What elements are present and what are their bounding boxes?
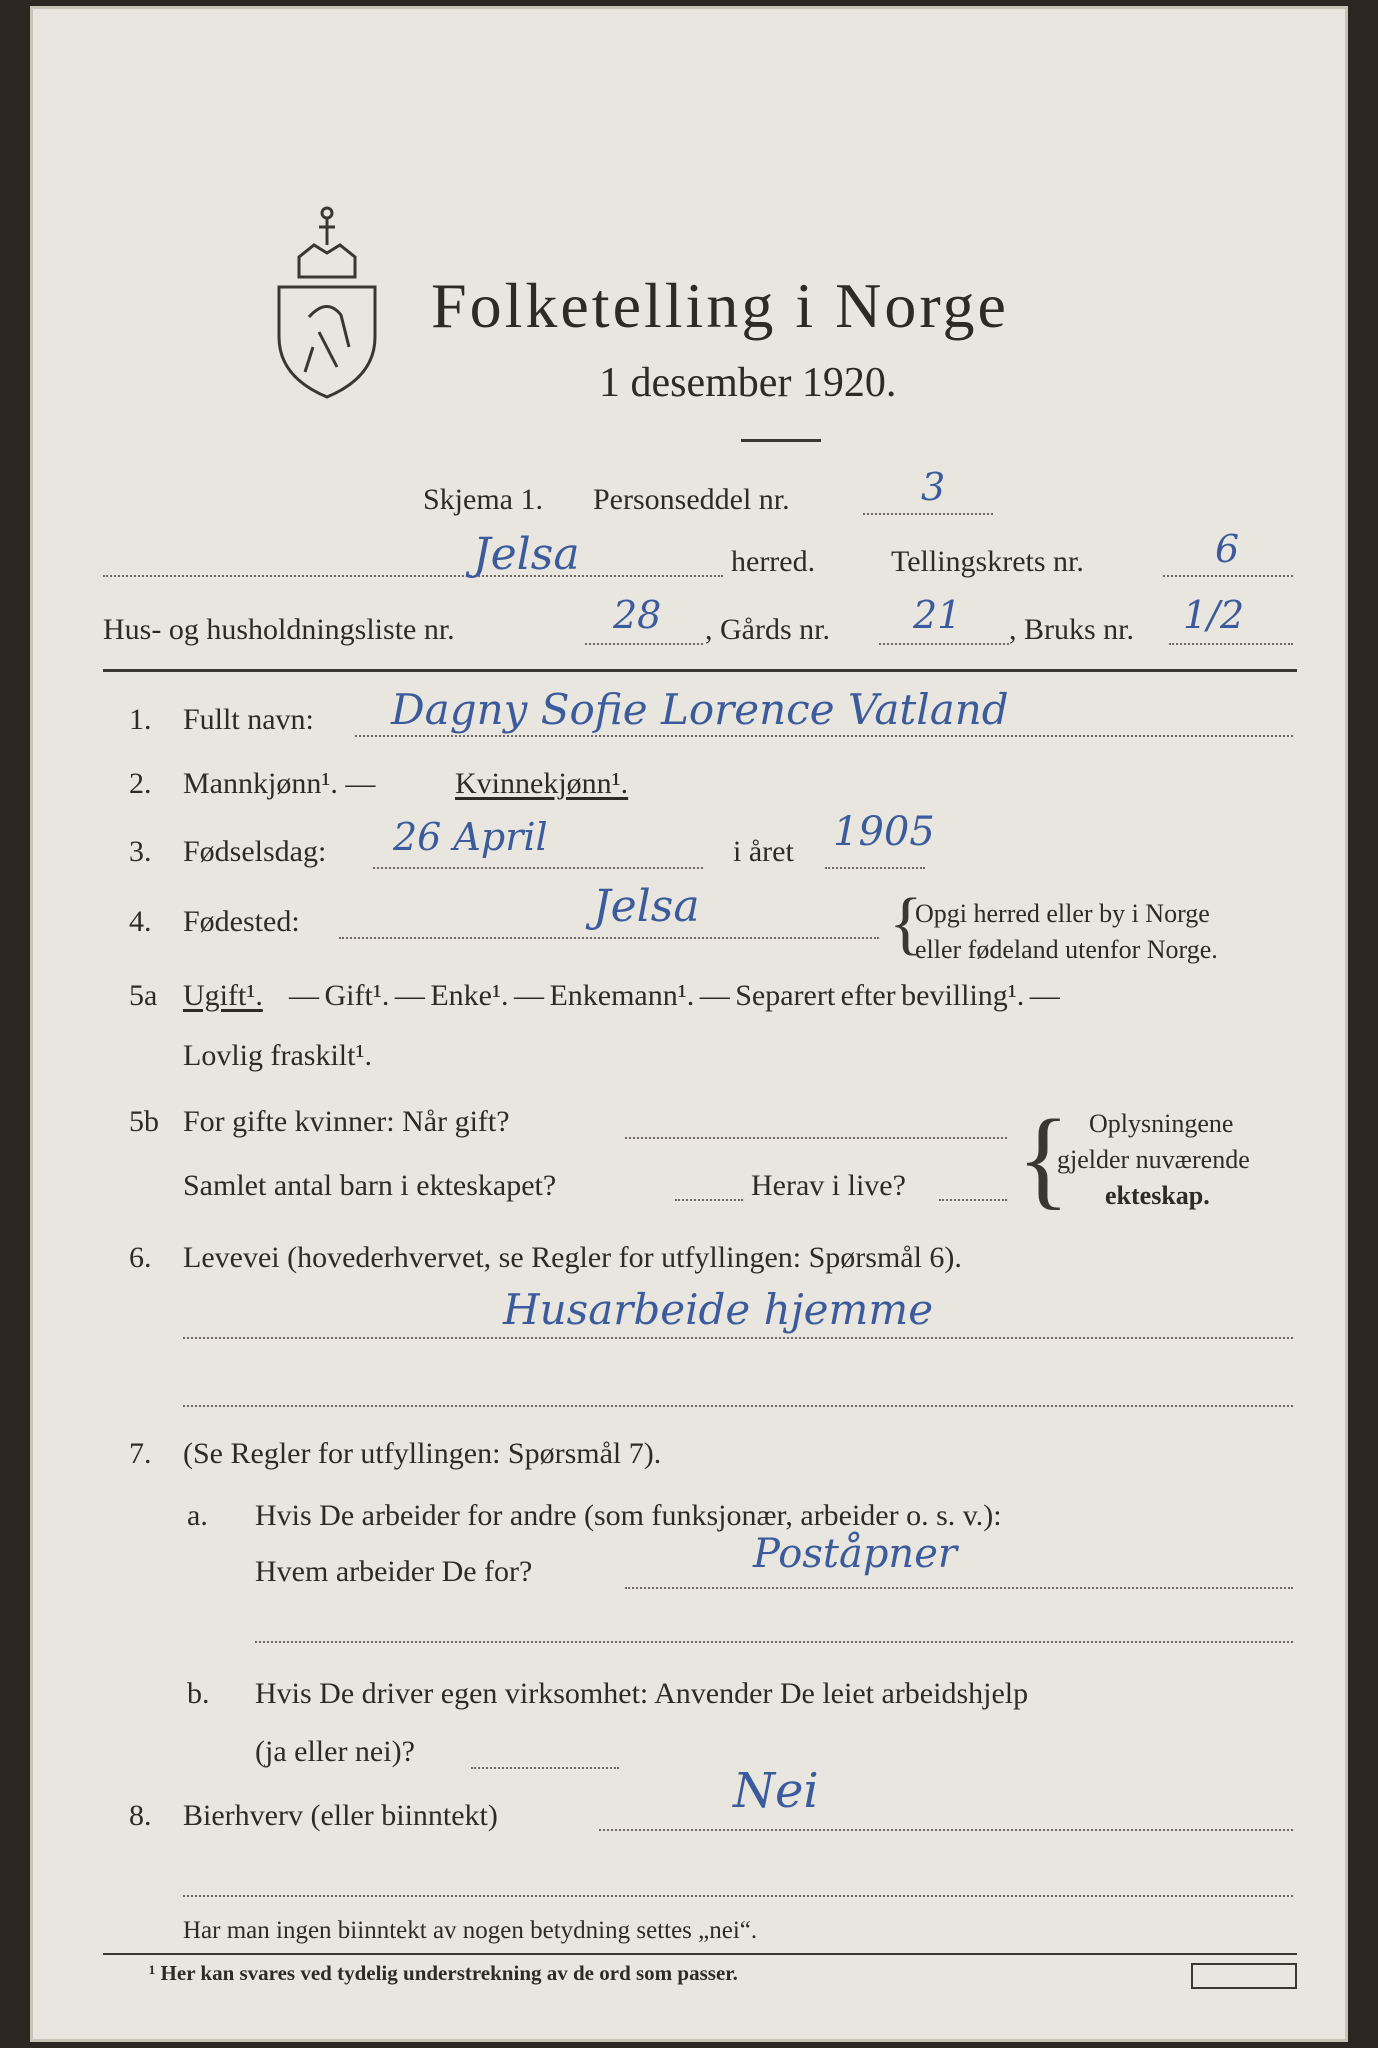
birth-year-field[interactable] [825, 867, 925, 869]
marital-options[interactable]: — Gift¹. — Enke¹. — Enkemann¹. — Separert efter bevilling¹. — [289, 979, 1060, 1012]
unmarried-option[interactable]: Ugift¹. [183, 979, 263, 1012]
married-when-label: For gifte kvinner: Når gift? [183, 1105, 510, 1138]
q5a-number: 5a [129, 979, 158, 1012]
header-separator [103, 669, 1297, 672]
side-income-field-1[interactable] [599, 1829, 1293, 1831]
q7-label: (Se Regler for utfyllingen: Spørsmål 7). [183, 1437, 662, 1470]
employer-label: Hvem arbeider De for? [255, 1555, 533, 1588]
q7a-label: Hvis De arbeider for andre (som funksjonær, arbeider o. s. v.): [255, 1499, 1002, 1532]
birthplace-note-brace: { [889, 885, 923, 962]
birth-year-label: i året [733, 835, 794, 868]
q8-label: Bierhverv (eller biinntekt) [183, 1799, 498, 1832]
employer-field-1[interactable] [625, 1587, 1293, 1589]
hired-help-label: (ja eller nei)? [255, 1735, 415, 1768]
herred-field[interactable] [103, 575, 723, 577]
q4-label: Fødested: [183, 905, 300, 938]
bruks-field[interactable] [1169, 643, 1293, 645]
birthplace-value: Jelsa [593, 881, 700, 932]
herred-label: herred. [731, 545, 816, 578]
birthplace-note-1: Opgi herred eller by i Norge [915, 899, 1210, 928]
gards-label: , Gårds nr. [705, 613, 830, 646]
q6-number: 6. [129, 1241, 152, 1274]
footnote-divider [103, 1953, 1297, 1955]
q2-number: 2. [129, 767, 152, 800]
occupation-field-2[interactable] [183, 1405, 1293, 1407]
side-income-note: Har man ingen biinntekt av nogen betydning settes „nei“. [183, 1917, 758, 1944]
personseddel-value: 3 [921, 465, 946, 509]
q3-number: 3. [129, 835, 152, 868]
marriage-note-1: Oplysningene [1089, 1109, 1234, 1138]
side-income-value: Nei [733, 1763, 819, 1819]
footnote: ¹ Her kan svares ved tydelig understrekning av de ord som passer. [149, 1961, 738, 1985]
printer-stamp [1191, 1963, 1297, 1989]
tellingskrets-label: Tellingskrets nr. [891, 545, 1084, 578]
census-date: 1 desember 1920. [599, 360, 897, 406]
q1-label: Fullt navn: [183, 703, 314, 736]
male-option[interactable]: Mannkjønn¹. — [183, 767, 376, 800]
title-divider [741, 439, 821, 442]
q4-number: 4. [129, 905, 152, 938]
personseddel-field[interactable] [863, 513, 993, 515]
q3-label: Fødselsdag: [183, 835, 327, 868]
q1-number: 1. [129, 703, 152, 736]
q8-number: 8. [129, 1799, 152, 1832]
husliste-field[interactable] [585, 643, 703, 645]
husliste-value: 28 [613, 593, 662, 637]
marriage-note-3: ekteskap. [1105, 1181, 1210, 1210]
tellingskrets-field[interactable] [1163, 575, 1293, 577]
full-name-field[interactable] [355, 735, 1293, 737]
birthdate-value: 26 April [393, 815, 548, 859]
female-option[interactable]: Kvinnekjønn¹. [455, 767, 629, 800]
q7b-label: Hvis De driver egen virksomhet: Anvender De leiet arbeidshjelp [255, 1677, 1029, 1710]
children-alive-label: Herav i live? [751, 1169, 906, 1202]
bruks-label: , Bruks nr. [1009, 613, 1135, 646]
birthplace-field[interactable] [339, 937, 879, 939]
full-name-value: Dagny Sofie Lorence Vatland [391, 685, 1009, 734]
hired-help-field[interactable] [471, 1767, 619, 1769]
birthdate-field[interactable] [373, 867, 703, 869]
occupation-value: Husarbeide hjemme [503, 1285, 934, 1334]
gards-value: 21 [913, 593, 962, 637]
birth-year-value: 1905 [833, 809, 935, 855]
q5b-number: 5b [129, 1105, 159, 1138]
employer-value: Poståpner [753, 1531, 957, 1577]
census-form-page [30, 6, 1348, 2042]
tellingskrets-value: 6 [1215, 527, 1240, 571]
divorced-option[interactable]: Lovlig fraskilt¹. [183, 1039, 372, 1072]
married-when-field[interactable] [625, 1137, 1007, 1139]
bruks-value: 1/2 [1183, 593, 1245, 637]
personseddel-label: Personseddel nr. [593, 483, 790, 516]
employer-field-2[interactable] [255, 1641, 1293, 1643]
side-income-field-2[interactable] [183, 1895, 1293, 1897]
children-count-field[interactable] [675, 1199, 743, 1201]
coat-of-arms-icon [269, 197, 385, 401]
marriage-note-brace: { [1017, 1097, 1070, 1219]
gards-field[interactable] [879, 643, 1009, 645]
q7b-number: b. [187, 1677, 210, 1710]
birthplace-note-2: eller fødeland utenfor Norge. [915, 935, 1218, 964]
children-count-label: Samlet antal barn i ekteskapet? [183, 1169, 557, 1202]
q7-number: 7. [129, 1437, 152, 1470]
herred-value: Jelsa [473, 529, 580, 580]
skjema-label: Skjema 1. [423, 483, 543, 516]
q6-label: Levevei (hovederhvervet, se Regler for utfyllingen: Spørsmål 6). [183, 1241, 962, 1274]
marriage-note-2: gjelder nuværende [1057, 1145, 1250, 1174]
occupation-field-1[interactable] [183, 1337, 1293, 1339]
husliste-label: Hus- og husholdningsliste nr. [103, 613, 455, 646]
q7a-number: a. [187, 1499, 208, 1532]
children-alive-field[interactable] [939, 1199, 1007, 1201]
form-title: Folketelling i Norge [431, 270, 1009, 341]
